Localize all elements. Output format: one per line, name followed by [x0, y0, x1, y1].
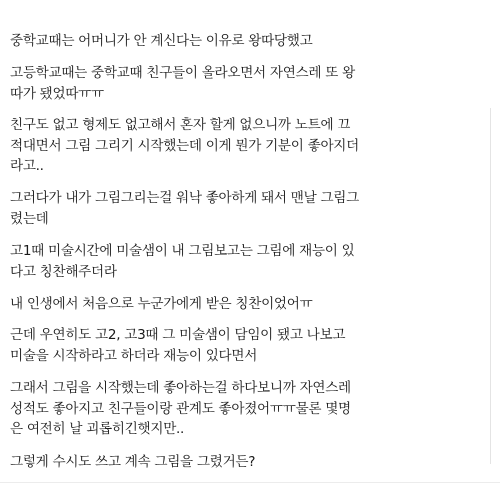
message-paragraph [10, 241, 480, 282]
message-paragraph [10, 452, 480, 473]
message-line: 그러다가 내가 그림그리는걸 워낙 좋아하게 돼서 맨날 그림그 [10, 190, 359, 206]
message-line: 친구도 없고 형제도 없고해서 혼자 할게 없으니까 노트에 끄 [10, 117, 351, 133]
message-paragraph [10, 31, 480, 52]
scroll-track[interactable] [490, 108, 491, 464]
message-line: 그래서 그림을 시작했는데 좋아하는걸 하다보니까 자연스레 [10, 380, 351, 396]
message-line: 따가 됐었따ㅠㅠ [10, 85, 104, 102]
message-line: 라고.. [10, 158, 44, 174]
message-paragraph [10, 188, 480, 229]
message-line: 근데 우연히도 고2, 고3때 그 미술샘이 담임이 됐고 나보고 [10, 327, 346, 343]
message-line: 미술을 시작하라고 하더라 재능이 있다면서 [10, 347, 258, 364]
message-line: 적대면서 그림 그리기 시작했는데 이게 뭔가 기분이 좋아지더 [10, 137, 359, 154]
message-line: 고1때 미술시간에 미술샘이 내 그림보고는 그림에 재능이 있 [10, 243, 355, 259]
message-paragraph [10, 325, 480, 366]
message-line: 다고 칭찬해주더라 [10, 263, 117, 280]
message-line: 은 여전히 날 괴롭히긴햇지만.. [10, 421, 185, 437]
bottom-divider [0, 482, 500, 483]
message-paragraph [10, 294, 480, 315]
message-line: 중학교때는 어머니가 안 계신다는 이유로 왕따당했고 [10, 33, 313, 49]
message-line: 렸는데 [10, 210, 49, 227]
message-paragraph [10, 378, 480, 440]
message-line: 내 인생에서 처음으로 누군가에게 받은 칭찬이었어ㅠ [10, 296, 313, 312]
message-line: 그렇게 수시도 쓰고 계속 그림을 그렸거든? [10, 454, 256, 470]
message-paragraph [10, 115, 480, 177]
message-line: 성적도 좋아지고 친구들이랑 관계도 좋아졌어ㅠㅠ물론 몇명 [10, 400, 351, 417]
message-paragraph [10, 63, 480, 104]
message-line: 고등학교때는 중학교때 친구들이 올라오면서 자연스레 또 왕 [10, 65, 355, 81]
